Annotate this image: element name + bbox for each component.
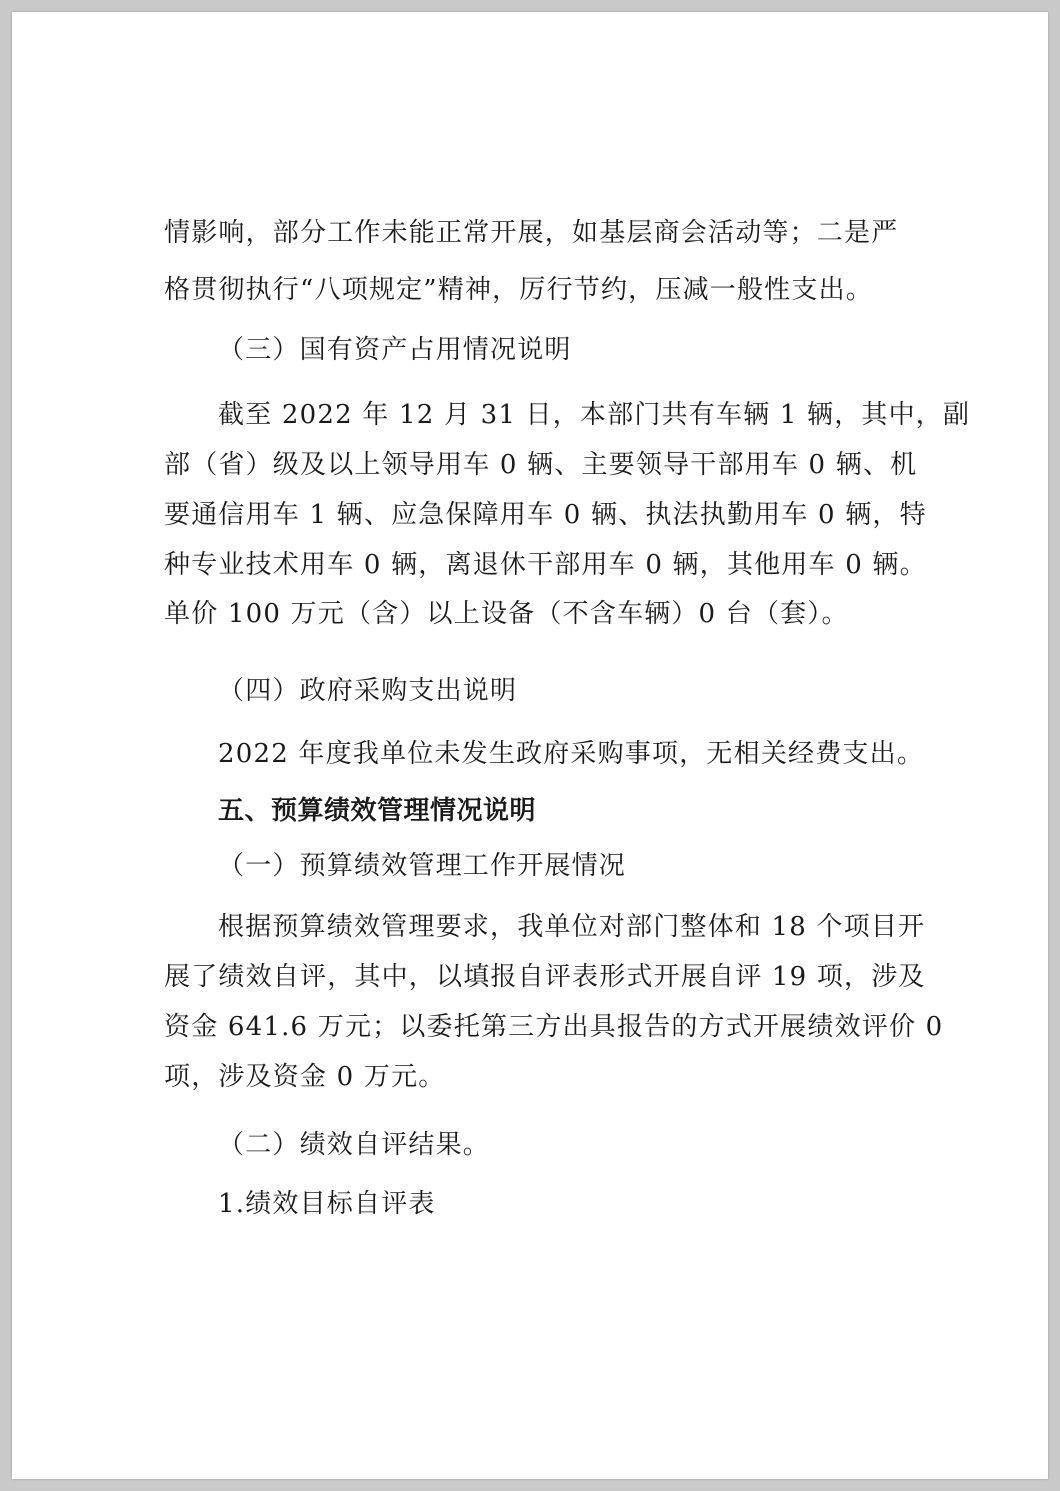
- section-heading: （三）国有资产占用情况说明: [218, 335, 572, 365]
- paragraph-line: 格贯彻执行“八项规定”精神，厉行节约，压减一般性支出。: [164, 275, 873, 305]
- paragraph-line: 情影响，部分工作未能正常开展，如基层商会活动等；二是严: [164, 218, 899, 248]
- paragraph-line: 部（省）级及以上领导用车 0 辆、主要领导干部用车 0 辆、机: [164, 450, 918, 480]
- paragraph-line: 要通信用车 1 辆、应急保障用车 0 辆、执法执勤用车 0 辆，特: [164, 500, 927, 530]
- section-heading: （二）绩效自评结果。: [218, 1130, 491, 1160]
- subsection-heading: 1.绩效目标自评表: [218, 1189, 436, 1219]
- section-heading: （一）预算绩效管理工作开展情况: [218, 851, 627, 881]
- paragraph-line: 展了绩效自评，其中，以填报自评表形式开展自评 19 项，涉及: [164, 962, 926, 992]
- paragraph-line: 单价 100 万元（含）以上设备（不含车辆）0 台（套）。: [164, 599, 849, 629]
- paragraph-line: 项，涉及资金 0 万元。: [164, 1062, 446, 1092]
- paragraph-line: 种专业技术用车 0 辆，离退休干部用车 0 辆，其他用车 0 辆。: [164, 550, 927, 580]
- section-heading: （四）政府采购支出说明: [218, 676, 518, 706]
- paragraph-line: 截至 2022 年 12 月 31 日，本部门共有车辆 1 辆，其中，副: [218, 400, 971, 430]
- chapter-heading: 五、预算绩效管理情况说明: [218, 796, 537, 826]
- document-page: [12, 12, 1048, 1479]
- paragraph-line: 资金 641.6 万元；以委托第三方出具报告的方式开展绩效评价 0: [164, 1012, 944, 1042]
- paragraph-line: 2022 年度我单位未发生政府采购事项，无相关经费支出。: [218, 739, 925, 769]
- paragraph-line: 根据预算绩效管理要求，我单位对部门整体和 18 个项目开: [218, 912, 926, 942]
